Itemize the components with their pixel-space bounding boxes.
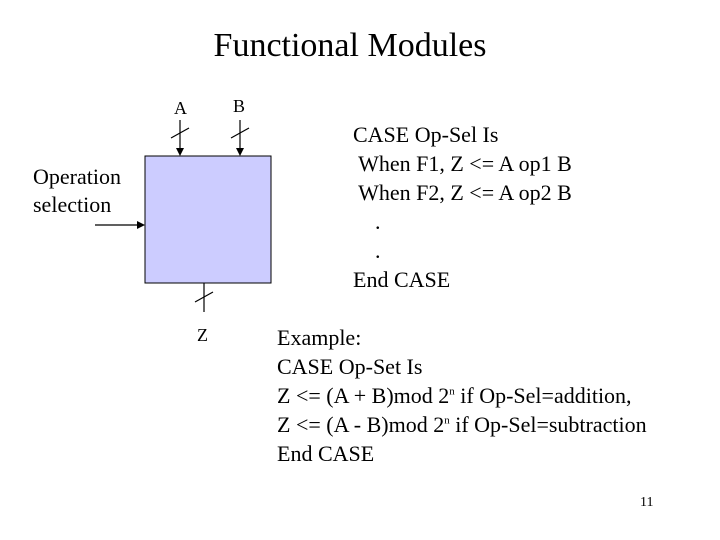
case-line: When F2, Z <= A op2 B — [353, 180, 572, 205]
output-z-label: Z — [197, 325, 208, 345]
exponent: n — [449, 385, 455, 398]
case-line: CASE Op-Sel Is — [353, 122, 499, 147]
operation-selection-arrowhead — [137, 221, 145, 229]
operation-selection-label — [33, 163, 121, 219]
case-statement — [353, 120, 572, 294]
example-line: End CASE — [277, 441, 375, 466]
example-block — [277, 323, 647, 468]
input-a-arrowhead — [176, 148, 184, 156]
operation-label-line1: Operation — [33, 164, 121, 189]
slide-title: Functional Modules — [213, 27, 487, 64]
example-line-addition — [277, 381, 647, 410]
case-line: When F1, Z <= A op1 B — [353, 151, 572, 176]
module-box — [145, 156, 271, 283]
case-line: . — [353, 238, 381, 263]
input-b-arrowhead — [236, 148, 244, 156]
exponent: n — [444, 414, 450, 427]
example-line: Example: — [277, 325, 362, 350]
case-line: . — [353, 209, 381, 234]
example-text: Z <= (A - B)mod 2 — [277, 412, 445, 437]
input-a-label: A — [174, 98, 187, 118]
example-line-subtraction — [277, 410, 647, 439]
example-text: Z <= (A + B)mod 2 — [277, 383, 450, 408]
example-text: if Op-Sel=addition, — [454, 383, 632, 408]
operation-label-line2: selection — [33, 192, 112, 217]
case-line: End CASE — [353, 267, 451, 292]
example-text: if Op-Sel=subtraction — [449, 412, 647, 437]
example-line: CASE Op-Set Is — [277, 354, 423, 379]
page-number: 11 — [640, 495, 654, 510]
input-b-label: B — [233, 96, 246, 116]
